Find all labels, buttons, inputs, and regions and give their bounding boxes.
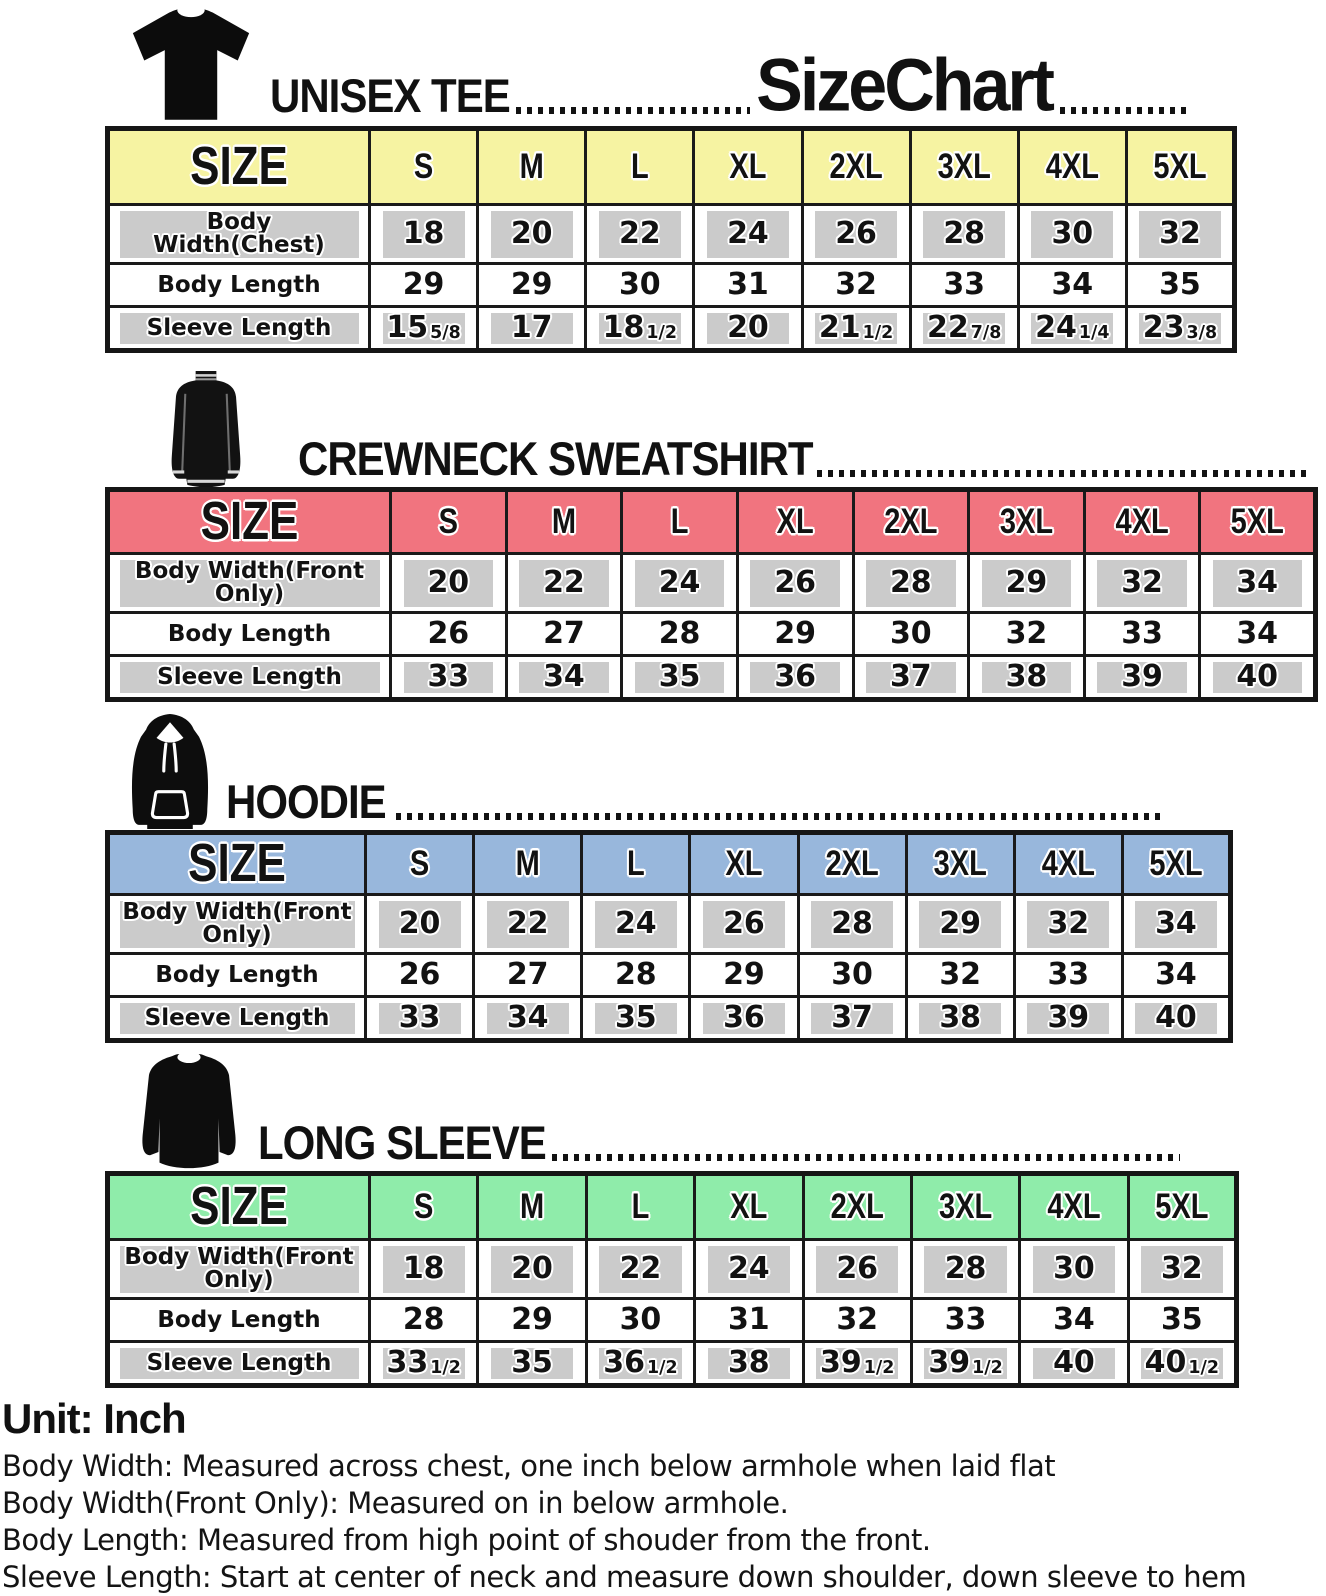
- size-column-2XL: 2XL: [802, 129, 910, 205]
- section-header-crewneck: [0, 367, 1326, 487]
- value-cell: 34: [1200, 554, 1316, 613]
- size-column-2XL: 2XL: [853, 490, 969, 554]
- value-cell: 38: [906, 997, 1014, 1041]
- row-label: Body Length: [108, 1299, 370, 1342]
- row-label: Sleeve Length: [108, 656, 391, 700]
- value-cell: 20: [478, 1240, 586, 1299]
- size-column-4XL: 4XL: [1014, 833, 1122, 895]
- size-header-row: [108, 490, 1316, 554]
- table-row: [108, 554, 1316, 613]
- dotted-line: [552, 1154, 1180, 1161]
- table-row: [108, 264, 1235, 307]
- size-column-S: S: [391, 490, 507, 554]
- value-cell: 28: [853, 554, 969, 613]
- value-cell: 35: [582, 997, 690, 1041]
- row-label: Body Length: [108, 613, 391, 656]
- value-cell: 32: [906, 954, 1014, 997]
- value-cell: 30: [798, 954, 906, 997]
- value-cell: 34: [1122, 954, 1230, 997]
- tshirt-icon: [128, 8, 254, 122]
- value-cell: 39 1/2: [911, 1342, 1019, 1386]
- unit-heading: Unit: Inch: [2, 1395, 186, 1442]
- measurement-notes: [2, 1395, 1326, 1596]
- size-header-row: [108, 1174, 1237, 1240]
- note-sleeve-length: Sleeve Length: Start at center of neck and measure down shoulder, down sleeve to hem: [2, 1560, 1247, 1594]
- value-cell: 35: [478, 1342, 586, 1386]
- value-cell: 36: [690, 997, 798, 1041]
- size-column-5XL: 5XL: [1200, 490, 1316, 554]
- note-body-width: Body Width: Measured across chest, one inch below armhole when laid flat: [2, 1449, 1056, 1483]
- section-header-hoodie: [0, 712, 1326, 830]
- value-cell: 29: [690, 954, 798, 997]
- size-column-3XL: 3XL: [911, 1174, 1019, 1240]
- value-cell: 20: [391, 554, 507, 613]
- value-cell: 32: [1128, 1240, 1236, 1299]
- dotted-line: [817, 470, 1310, 477]
- value-cell: 28: [910, 205, 1018, 264]
- table-row: [108, 1342, 1237, 1386]
- value-cell: 33: [366, 997, 474, 1041]
- value-cell: 31: [695, 1299, 803, 1342]
- note-body-length: Body Length: Measured from high point of shouder from the front.: [2, 1523, 931, 1557]
- value-cell: 18: [370, 1240, 478, 1299]
- size-header-row: [108, 129, 1235, 205]
- value-cell: 39: [1014, 997, 1122, 1041]
- value-cell: 30: [586, 1299, 694, 1342]
- value-cell: 34: [474, 997, 582, 1041]
- size-column-5XL: 5XL: [1122, 833, 1230, 895]
- size-label-cell: SIZE: [108, 1174, 370, 1240]
- fraction: 1/2: [1188, 1358, 1219, 1378]
- size-column-2XL: 2XL: [798, 833, 906, 895]
- size-column-L: L: [586, 1174, 694, 1240]
- value-cell: 28: [582, 954, 690, 997]
- table-row: [108, 1240, 1237, 1299]
- size-label-cell: SIZE: [108, 490, 391, 554]
- size-column-L: L: [622, 490, 738, 554]
- section-title: LONG SLEEVE: [258, 1116, 546, 1170]
- longsleeve-icon: [128, 1053, 250, 1171]
- fraction: 1/4: [1078, 323, 1110, 343]
- value-cell: 35: [1126, 264, 1234, 307]
- value-cell: 33: [1084, 613, 1200, 656]
- value-cell: 39 1/2: [803, 1342, 911, 1386]
- row-label: Body Width(Front Only): [108, 1240, 370, 1299]
- fraction: 1/2: [646, 323, 677, 343]
- value-cell: 40: [1200, 656, 1316, 700]
- value-cell: 28: [622, 613, 738, 656]
- value-cell: 40 1/2: [1128, 1342, 1236, 1386]
- value-cell: 37: [798, 997, 906, 1041]
- value-cell: 32: [1084, 554, 1200, 613]
- size-column-3XL: 3XL: [969, 490, 1085, 554]
- value-cell: 30: [1020, 1240, 1128, 1299]
- section-header-unisex-tee: [0, 0, 1326, 127]
- table-row: [108, 954, 1231, 997]
- value-cell: 30: [1018, 205, 1126, 264]
- size-label-cell: SIZE: [108, 129, 370, 205]
- value-cell: 28: [370, 1299, 478, 1342]
- value-cell: 34: [1020, 1299, 1128, 1342]
- value-cell: 31: [694, 264, 802, 307]
- row-label: Body Length: [108, 954, 366, 997]
- value-cell: 29: [737, 613, 853, 656]
- value-cell: 33: [911, 1299, 1019, 1342]
- section-title: UNISEX TEE: [270, 69, 510, 123]
- value-cell: 34: [1122, 895, 1230, 954]
- value-cell: 38: [695, 1342, 803, 1386]
- table-row: [108, 997, 1231, 1041]
- table-row: [108, 1299, 1237, 1342]
- section-title: CREWNECK SWEATSHIRT: [298, 432, 813, 486]
- table-row: [108, 613, 1316, 656]
- crewneck-size-table: [105, 487, 1318, 702]
- sweatshirt-icon: [150, 371, 262, 487]
- value-cell: 32: [803, 1299, 911, 1342]
- value-cell: 40: [1020, 1342, 1128, 1386]
- section-title: HOODIE: [226, 775, 386, 829]
- size-column-L: L: [586, 129, 694, 205]
- value-cell: 29: [969, 554, 1085, 613]
- value-cell: 40: [1122, 997, 1230, 1041]
- section-unisex-tee: [0, 0, 1326, 353]
- row-label: Sleeve Length: [108, 307, 370, 351]
- size-column-M: M: [474, 833, 582, 895]
- section-header-long-sleeve: [0, 1051, 1326, 1171]
- value-cell: 29: [478, 264, 586, 307]
- table-row: [108, 307, 1235, 351]
- value-cell: 32: [802, 264, 910, 307]
- value-cell: 39: [1084, 656, 1200, 700]
- value-cell: 24 1/4: [1018, 307, 1126, 351]
- value-cell: 32: [1126, 205, 1234, 264]
- size-column-5XL: 5XL: [1128, 1174, 1236, 1240]
- value-cell: 26: [391, 613, 507, 656]
- section-long-sleeve: [0, 1051, 1326, 1388]
- value-cell: 28: [798, 895, 906, 954]
- value-cell: 35: [1128, 1299, 1236, 1342]
- value-cell: 29: [370, 264, 478, 307]
- value-cell: 34: [1018, 264, 1126, 307]
- dotted-line: [1060, 107, 1190, 114]
- row-label: Sleeve Length: [108, 997, 366, 1041]
- size-column-L: L: [582, 833, 690, 895]
- value-cell: 22: [586, 1240, 694, 1299]
- fraction: 1/2: [972, 1358, 1003, 1378]
- value-cell: 32: [1014, 895, 1122, 954]
- fraction: 1/2: [430, 1358, 461, 1378]
- size-column-XL: XL: [695, 1174, 803, 1240]
- size-column-M: M: [506, 490, 622, 554]
- value-cell: 26: [803, 1240, 911, 1299]
- value-cell: 26: [690, 895, 798, 954]
- value-cell: 34: [1200, 613, 1316, 656]
- long-sleeve-size-table: [105, 1171, 1239, 1388]
- value-cell: 26: [802, 205, 910, 264]
- value-cell: 36: [737, 656, 853, 700]
- value-cell: 33 1/2: [370, 1342, 478, 1386]
- row-label: Body Width(Front Only): [108, 554, 391, 613]
- section-hoodie: [0, 712, 1326, 1043]
- table-row: [108, 895, 1231, 954]
- size-column-M: M: [478, 1174, 586, 1240]
- value-cell: 17: [478, 307, 586, 351]
- unisex-tee-size-table: [105, 126, 1237, 353]
- value-cell: 26: [366, 954, 474, 997]
- size-column-S: S: [366, 833, 474, 895]
- value-cell: 20: [694, 307, 802, 351]
- size-column-S: S: [370, 129, 478, 205]
- value-cell: 29: [478, 1299, 586, 1342]
- value-cell: 27: [474, 954, 582, 997]
- table-row: [108, 656, 1316, 700]
- row-label: Body Width(Chest): [108, 205, 370, 264]
- size-column-5XL: 5XL: [1126, 129, 1234, 205]
- fraction: 3/8: [1186, 323, 1218, 343]
- value-cell: 32: [969, 613, 1085, 656]
- value-cell: 22: [586, 205, 694, 264]
- size-header-row: [108, 833, 1231, 895]
- fraction: 5/8: [430, 323, 461, 343]
- fraction: 1/2: [863, 1358, 895, 1378]
- value-cell: 22: [506, 554, 622, 613]
- value-cell: 20: [478, 205, 586, 264]
- note-body-width-front-only: Body Width(Front Only): Measured on in below armhole.: [2, 1486, 789, 1520]
- value-cell: 21 1/2: [802, 307, 910, 351]
- size-column-XL: XL: [737, 490, 853, 554]
- value-cell: 22 7/8: [910, 307, 1018, 351]
- dotted-line: [396, 813, 1166, 820]
- row-label: Sleeve Length: [108, 1342, 370, 1386]
- value-cell: 18: [370, 205, 478, 264]
- fraction: 1/2: [647, 1358, 678, 1378]
- hoodie-icon: [126, 714, 214, 830]
- value-cell: 33: [910, 264, 1018, 307]
- value-cell: 33: [391, 656, 507, 700]
- hoodie-size-table: [105, 830, 1233, 1043]
- value-cell: 33: [1014, 954, 1122, 997]
- value-cell: 34: [506, 656, 622, 700]
- size-column-3XL: 3XL: [906, 833, 1014, 895]
- value-cell: 35: [622, 656, 738, 700]
- size-column-S: S: [370, 1174, 478, 1240]
- value-cell: 30: [586, 264, 694, 307]
- row-label: Body Length: [108, 264, 370, 307]
- dotted-line: [516, 107, 750, 114]
- value-cell: 20: [366, 895, 474, 954]
- page-title: SizeChart: [756, 43, 1052, 127]
- value-cell: 22: [474, 895, 582, 954]
- value-cell: 30: [853, 613, 969, 656]
- size-column-XL: XL: [690, 833, 798, 895]
- value-cell: 37: [853, 656, 969, 700]
- value-cell: 15 5/8: [370, 307, 478, 351]
- row-label: Body Width(Front Only): [108, 895, 366, 954]
- size-column-4XL: 4XL: [1018, 129, 1126, 205]
- section-crewneck-sweatshirt: [0, 367, 1326, 702]
- value-cell: 24: [694, 205, 802, 264]
- size-label-cell: SIZE: [108, 833, 366, 895]
- value-cell: 38: [969, 656, 1085, 700]
- value-cell: 29: [906, 895, 1014, 954]
- value-cell: 24: [695, 1240, 803, 1299]
- value-cell: 26: [737, 554, 853, 613]
- size-column-2XL: 2XL: [803, 1174, 911, 1240]
- size-column-4XL: 4XL: [1084, 490, 1200, 554]
- value-cell: 27: [506, 613, 622, 656]
- size-column-3XL: 3XL: [910, 129, 1018, 205]
- value-cell: 24: [622, 554, 738, 613]
- table-row: [108, 205, 1235, 264]
- size-column-M: M: [478, 129, 586, 205]
- value-cell: 23 3/8: [1126, 307, 1234, 351]
- value-cell: 18 1/2: [586, 307, 694, 351]
- size-column-4XL: 4XL: [1020, 1174, 1128, 1240]
- value-cell: 36 1/2: [586, 1342, 694, 1386]
- value-cell: 28: [911, 1240, 1019, 1299]
- size-column-XL: XL: [694, 129, 802, 205]
- fraction: 1/2: [862, 323, 894, 343]
- value-cell: 24: [582, 895, 690, 954]
- fraction: 7/8: [970, 323, 1002, 343]
